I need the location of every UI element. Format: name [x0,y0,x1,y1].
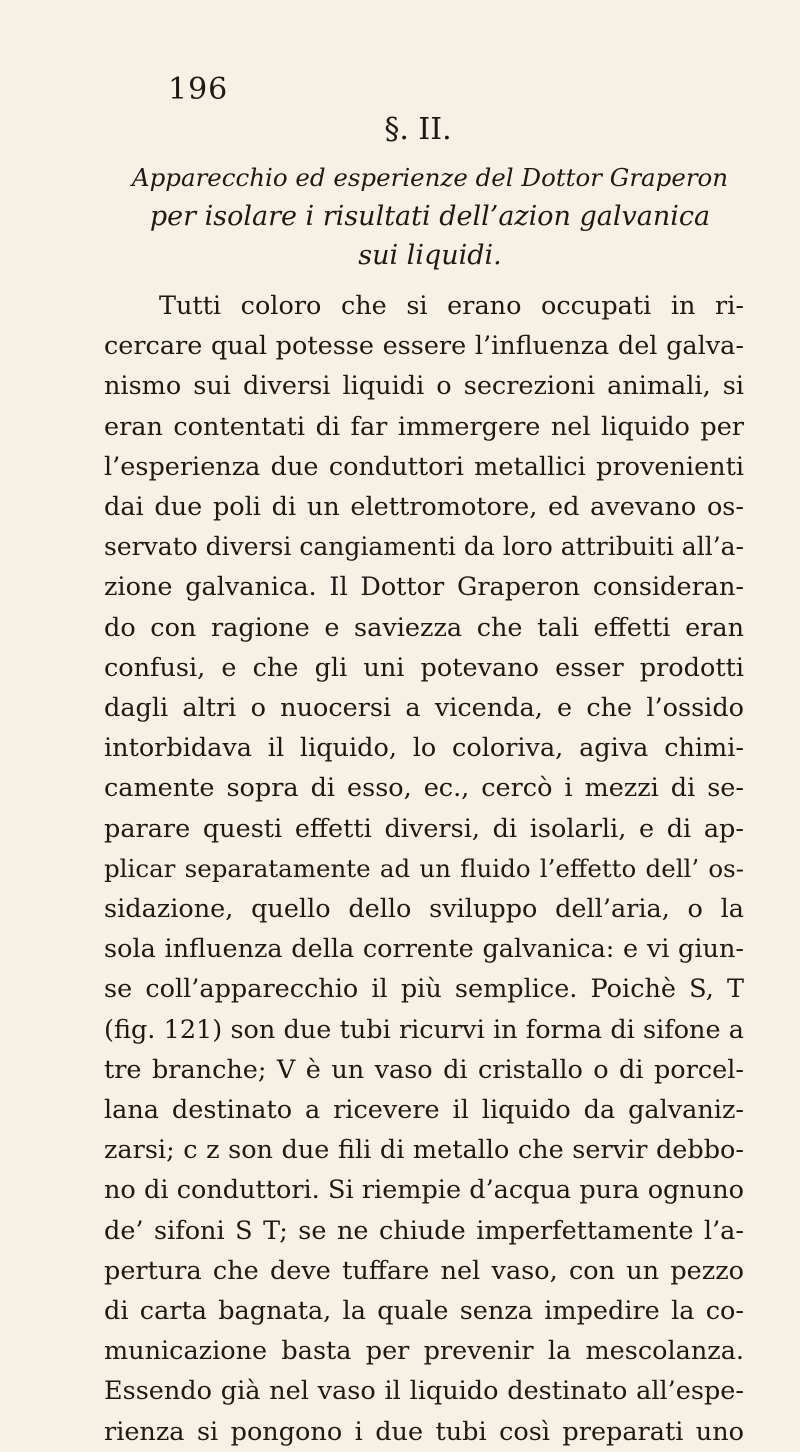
text-line: camente sopra di esso, ec., cercò i mezzi di se- [104,773,744,804]
body-paragraph [104,286,744,1452]
title-line: Apparecchio ed esperienze del Dottor Graperon [131,163,729,192]
text-line: lana destinato a ricevere il liquido da galvaniz- [104,1095,744,1126]
text-line: dagli altri o nuocersi a vicenda, e che l’ossido [104,693,744,724]
text-line: no di conduttori. Si riempie d’acqua pura ognuno [104,1175,744,1206]
text-line: se coll’apparecchio il più semplice. Poichè S, T [104,974,744,1005]
section-title [130,158,730,275]
text-line: sola influenza della corrente galvanica: e vi giun- [104,934,744,965]
text-line: municazione basta per prevenir la mescolanza. [104,1336,744,1367]
text-line: (fig. 121) son due tubi ricurvi in forma di sifone a [104,1014,744,1045]
text-line: di carta bagnata, la quale senza impedire la co- [104,1296,744,1327]
text-line: rienza si pongono i due tubi così preparati uno [104,1416,744,1447]
page-number: 196 [168,72,229,107]
text-line: plicar separatamente ad un fluido l’effetto dell’ os- [104,853,744,883]
text-line: parare questi effetti diversi, di isolarli, e di ap- [104,813,744,844]
text-line: de’ sifoni S T; se ne chiude imperfettamente l’a- [104,1215,744,1246]
text-line: confusi, e che gli uni potevano esser prodotti [104,652,744,683]
text-line: sidazione, quello dello sviluppo dell’aria, o la [104,894,744,925]
text-line: intorbidava il liquido, lo coloriva, agiva chimi- [104,733,744,764]
text-line: do con ragione e saviezza che tali effetti eran [104,612,744,643]
title-line: per isolare i risultati dell’azion galvanica [149,201,711,232]
text-line: Essendo già nel vaso il liquido destinato all’espe- [104,1376,744,1407]
text-line: cercare qual potesse essere l’influenza del galva- [104,331,744,362]
text-line: zione galvanica. Il Dottor Graperon consideran- [104,572,744,603]
text-line: pertura che deve tuffare nel vaso, con un pezzo [104,1255,744,1286]
text-line: Tutti coloro che si erano occupati in ri- [159,291,744,321]
title-line: sui liquidi. [358,240,502,271]
section-heading: §. II. [384,112,452,147]
text-line: dai due poli di un elettromotore, ed avevano os- [104,492,744,523]
text-line: eran contentati di far immergere nel liquido per [104,411,744,442]
text-line: nismo sui diversi liquidi o secrezioni animali, si [104,371,744,402]
text-line: servato diversi cangiamenti da loro attribuiti all’a- [104,532,744,562]
text-line: l’esperienza due conduttori metallici provenienti [104,451,744,482]
text-line: zarsi; c z son due fili di metallo che servir debbo- [104,1135,744,1166]
text-line: tre branche; V è un vaso di cristallo o di porcel- [104,1054,744,1085]
